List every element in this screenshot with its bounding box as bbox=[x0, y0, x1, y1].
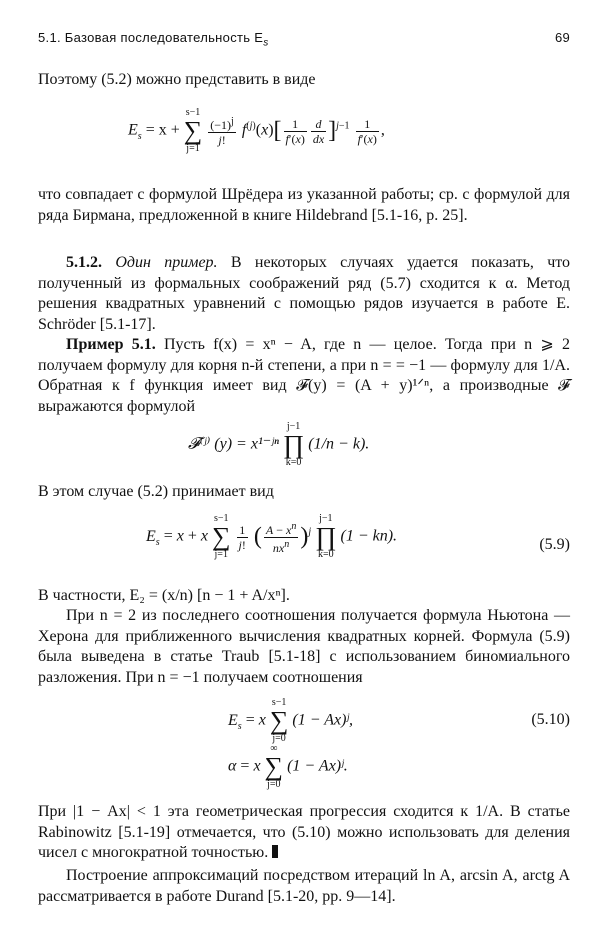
sum-symbol: s−1 ∑ j=1 bbox=[211, 513, 231, 560]
paragraph-4: Пример 5.1. Пусть f(x) = xⁿ − A, где n — целое. Тогда при n ⩾ 2 получаем формулу для корня n-й степени, а при n = = −1 — формулу для 1/A. Обратная к f функция имеет вид 𝓕(y) = (A + y)¹ᐟⁿ, а производные 𝓕 выражаются формулой bbox=[38, 336, 571, 415]
equation-number-5-9: (5.9) bbox=[539, 536, 570, 553]
equation-5: α = x ∞ ∑ j=0 (1 − Ax)ʲ. bbox=[228, 743, 348, 790]
product-symbol: j−1 ∏ k=0 bbox=[315, 513, 337, 560]
paragraph-7: При n = 2 из последнего соотношения получается формула Ньютона — Херона для приближенного вычисления квадратных корней. Формула (5.9) была выведена в статье Traub [5.1-18] с использованием биномиального разложения. При n = −1 получаем соотношения bbox=[38, 607, 570, 686]
equation-2: 𝓕⁽ʲ⁾ (y) = x¹⁻ʲⁿ j−1 ∏ k=0 (1/n − k). bbox=[188, 421, 370, 468]
paragraph-2: что совпадает с формулой Шрёдера из указанной работы; ср. с формулой для ряда Бирмана, предложенной в книге Hildebrand [5.1-16, p. 25]. bbox=[38, 186, 570, 224]
paragraph-3: 5.1.2. Один пример. В некоторых случаях удается показать, что полученный из формальных соображений ряд (5.7) сходится к α. Метод решения квадратных уравнений с помощью рядов изучается в работе E. Schröder [5.1-17]. bbox=[38, 254, 571, 333]
product-symbol: j−1 ∏ k=0 bbox=[282, 421, 305, 468]
sum-symbol: ∞ ∑ j=0 bbox=[264, 743, 284, 790]
equation-4: $E_s = x$ s−1 ∑ j=0 (1 − Ax)ʲ, bbox=[228, 697, 354, 744]
sum-symbol: s−1 ∑ j=1 bbox=[183, 107, 203, 154]
end-of-proof-mark bbox=[272, 845, 278, 858]
equation-1: $E_s = x$ + s−1 ∑ j=1 $\frac{(-1)^j}{j!}$ $f^{(j)}(x)$[ $\frac{1}{f'(x)}$ $\frac{d}{dx}$ ]$^{j-1}$ $\frac{1}{f'(x)}$ , bbox=[128, 107, 385, 154]
paragraph-8: При |1 − Ax| < 1 эта геометрическая прогрессия сходится к 1/A. В статье Rabinowitz [5.1-19] отмечается, что (5.10) можно использовать для деления чисел с многократной точностью. bbox=[38, 803, 570, 861]
equation-3: $E_s = x + x$ s−1 ∑ j=1 $\frac{1}{j!}$ ( $\frac{A - x^n}{nx^n}$ )$^j$ j−1 ∏ k=0 (1 − kn). bbox=[146, 513, 398, 560]
paragraph-6: В частности, E₂ = (x/n) [n − 1 + A/xⁿ]. bbox=[38, 587, 290, 604]
sum-symbol: s−1 ∑ j=0 bbox=[269, 697, 289, 744]
section-title: 5.1. Базовая последовательность $E_s$ bbox=[38, 30, 269, 49]
paragraph-1: Поэтому (5.2) можно представить в виде bbox=[38, 71, 316, 88]
page-number: 69 bbox=[554, 30, 570, 45]
paragraph-9: Построение аппроксимаций посредством итераций ln A, arcsin A, arctg A рассматривается в работе Durand [5.1-20, pp. 9—14]. bbox=[38, 867, 570, 905]
paragraph-5: В этом случае (5.2) принимает вид bbox=[38, 483, 274, 500]
running-header bbox=[38, 30, 570, 49]
equation-number-5-10: (5.10) bbox=[531, 711, 570, 728]
